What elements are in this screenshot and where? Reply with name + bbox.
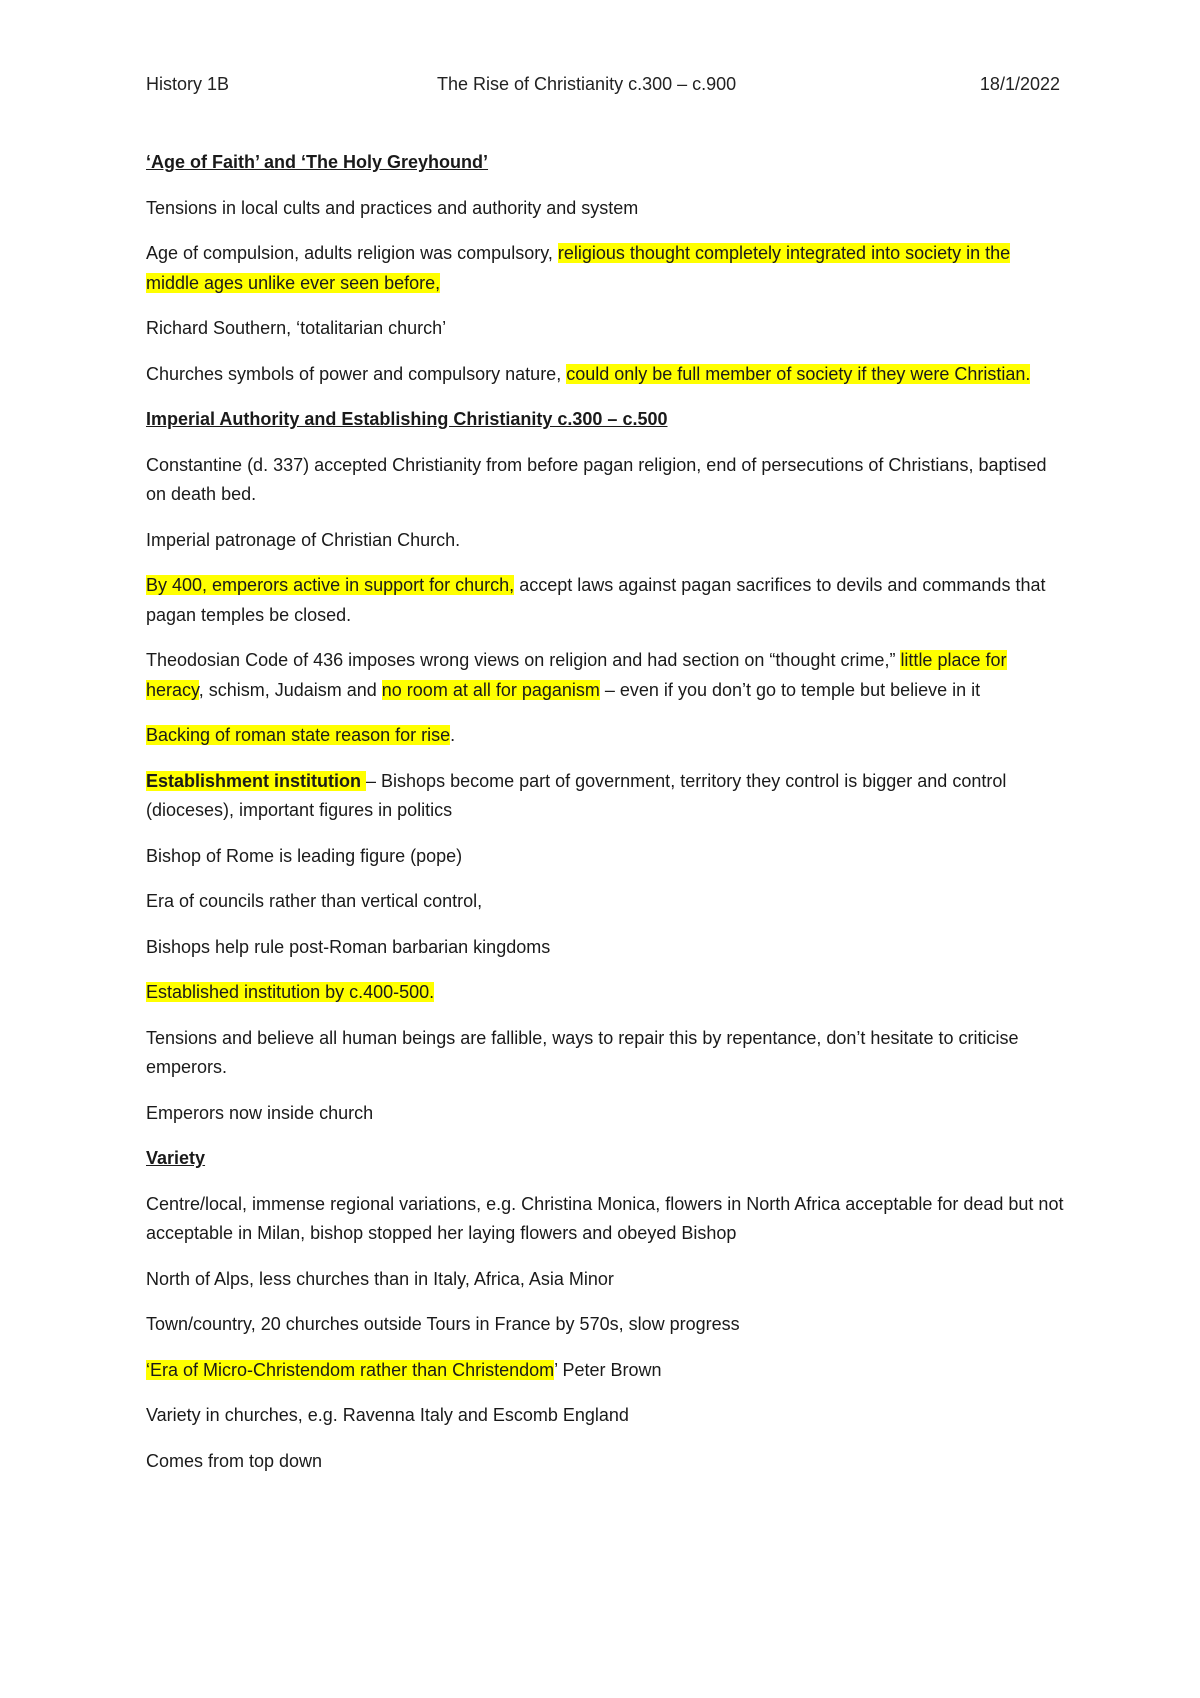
- paragraph: Emperors now inside church: [146, 1102, 374, 1123]
- paragraph: Tensions in local cults and practices and authority and system: [146, 197, 639, 218]
- header-course: History 1B: [146, 74, 230, 94]
- paragraph: Churches symbols of power and compulsory nature, could only be full member of society if they were Christian.: [146, 363, 1031, 384]
- paragraph: Centre/local, immense regional variations, e.g. Christina Monica, flowers in North Africa acceptable for dead but not acceptable in Milan, bishop stopped her laying flowers and obeyed Bishop: [146, 1193, 1064, 1243]
- paragraph: Era of councils rather than vertical control,: [146, 891, 483, 911]
- section-heading-imperial-authority: Imperial Authority and Establishing Christianity c.300 – c.500: [146, 409, 668, 429]
- paragraph: Comes from top down: [146, 1450, 323, 1471]
- paragraph: Tensions and believe all human beings are fallible, ways to repair this by repentance, don’t hesitate to criticise emperors.: [146, 1027, 1019, 1077]
- paragraph: Constantine (d. 337) accepted Christianity from before pagan religion, end of persecutions of Christians, baptised on death bed.: [146, 454, 1047, 504]
- highlighted-text: Backing of roman state reason for rise: [146, 725, 451, 745]
- page-header: [146, 74, 1060, 102]
- header-title: The Rise of Christianity c.300 – c.900: [437, 74, 737, 94]
- paragraph: Imperial patronage of Christian Church.: [146, 529, 461, 550]
- paragraph: [146, 978, 1066, 1008]
- highlighted-text: little place for heracy: [146, 650, 1007, 700]
- paragraph: ‘Era of Micro-Christendom rather than Christendom’ Peter Brown: [146, 1359, 662, 1380]
- paragraph: Theodosian Code of 436 imposes wrong views on religion and had section on “thought crime,” little place for heracy, schism, Judaism and no room at all for paganism – even if you don’t go to temple but believe in it: [146, 650, 1007, 700]
- paragraph: Richard Southern, ‘totalitarian church’: [146, 318, 447, 338]
- paragraph: Variety in churches, e.g. Ravenna Italy and Escomb England: [146, 1405, 629, 1425]
- highlighted-text: no room at all for paganism: [381, 679, 600, 700]
- paragraph: Town/country, 20 churches outside Tours in France by 570s, slow progress: [146, 1314, 740, 1334]
- document-body: [146, 148, 1066, 1492]
- paragraph: Backing of roman state reason for rise.: [146, 725, 456, 745]
- highlighted-text: ‘Era of Micro-Christendom rather than Christendom: [146, 1359, 555, 1380]
- highlighted-text: By 400, emperors active in support for church,: [146, 575, 515, 595]
- paragraph: North of Alps, less churches than in Italy, Africa, Asia Minor: [146, 1268, 614, 1289]
- section-heading-age-of-faith: ‘Age of Faith’ and ‘The Holy Greyhound’: [146, 152, 489, 172]
- section-heading-variety: Variety: [146, 1148, 206, 1168]
- paragraph: Establishment institution – Bishops become part of government, territory they control is bigger and control (dioceses), important figures in politics: [146, 770, 1007, 820]
- highlighted-text: Established institution by c.400-500.: [146, 982, 435, 1002]
- highlighted-text: Establishment institution: [146, 770, 367, 791]
- paragraph: Bishops help rule post-Roman barbarian kingdoms: [146, 936, 551, 957]
- header-date: 18/1/2022: [979, 74, 1060, 94]
- highlighted-text: religious thought completely integrated into society in the middle ages unlike ever seen before,: [146, 243, 1011, 293]
- paragraph: By 400, emperors active in support for church, accept laws against pagan sacrifices to devils and commands that pagan temples be closed.: [146, 575, 1046, 625]
- highlighted-text: could only be full member of society if they were Christian.: [566, 363, 1031, 384]
- paragraph: Age of compulsion, adults religion was compulsory, religious thought completely integrated into society in the middle ages unlike ever seen before,: [146, 243, 1011, 293]
- paragraph: Bishop of Rome is leading figure (pope): [146, 845, 463, 866]
